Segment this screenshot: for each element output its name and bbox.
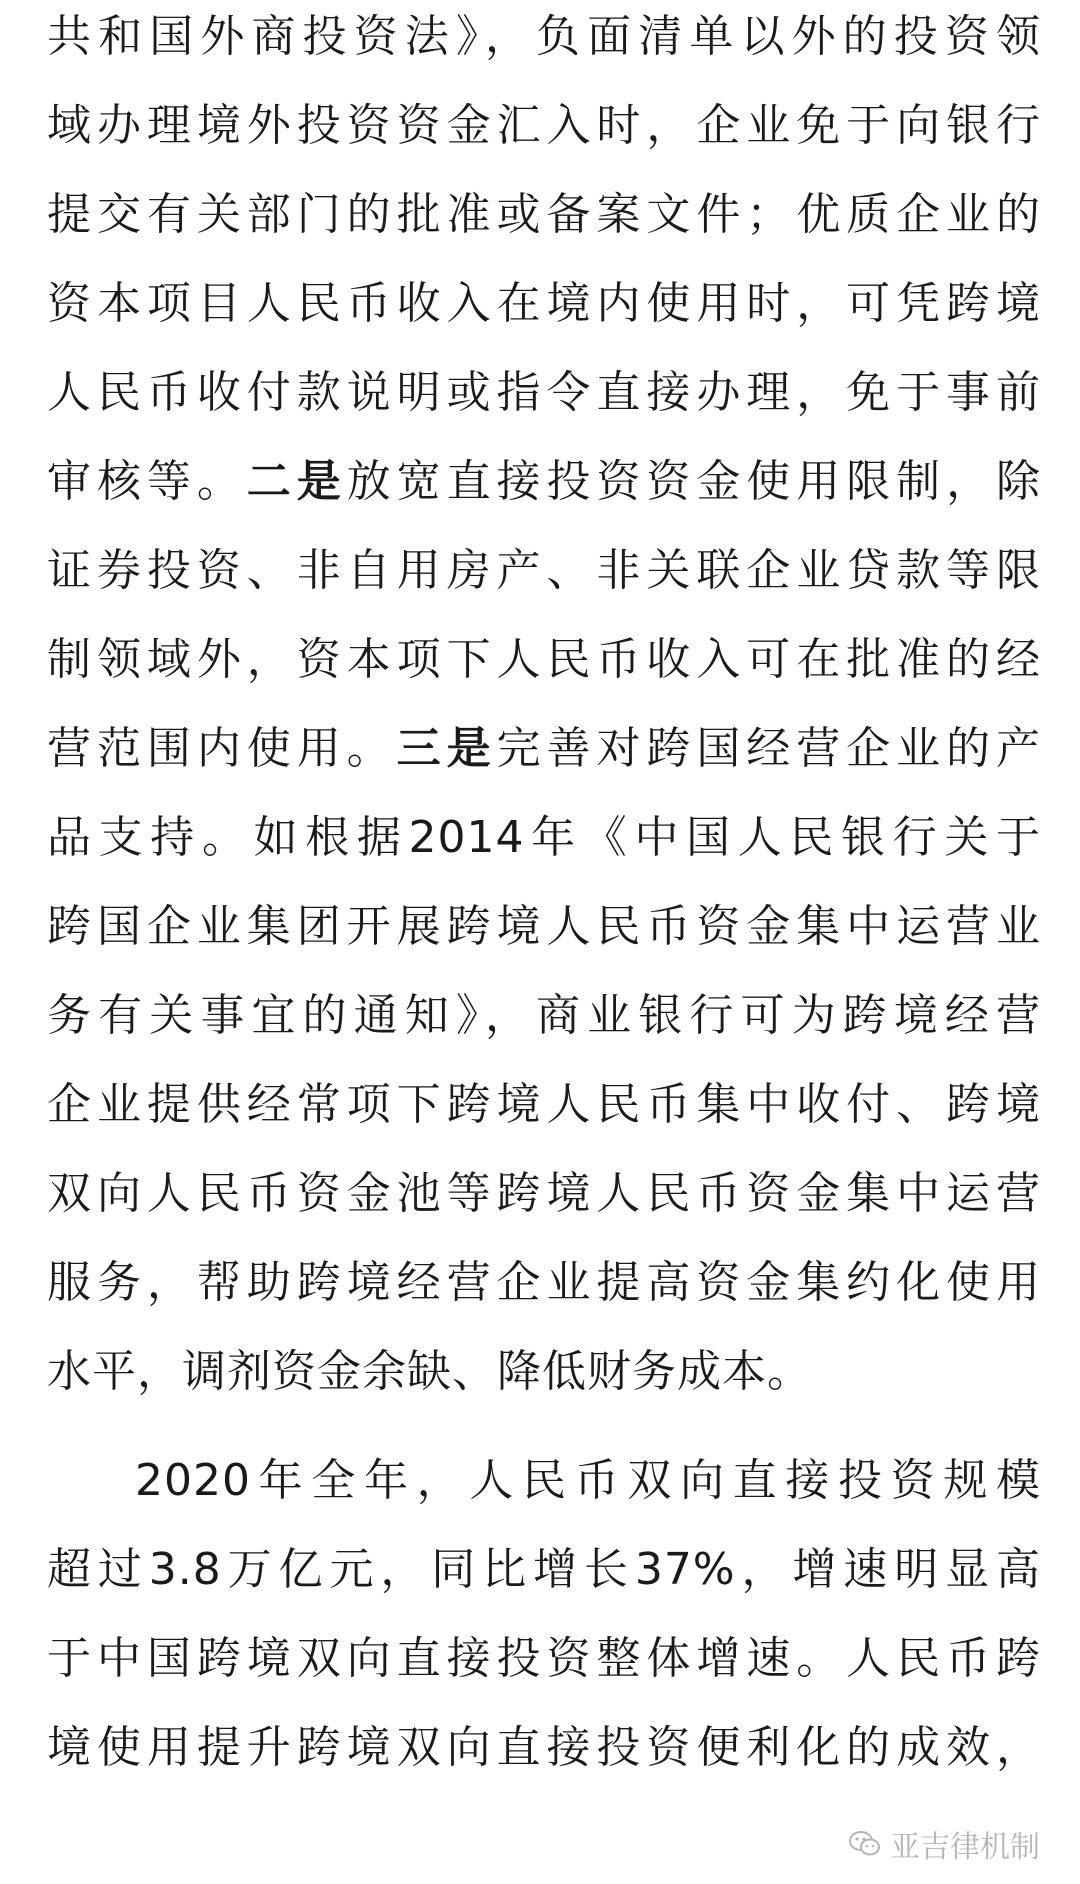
text-span: 营范围内使用。 [47,723,397,774]
article-body [47,0,1041,1792]
text-line: 于中国跨境双向直接投资整体增速。人民币跨 [47,1633,1041,1684]
emphasis-text: 三是 [396,723,497,774]
text-line: 共和国外商投资法》，负面清单以外的投资领 [47,11,1041,62]
text-line: 超过3.8万亿元，同比增长37%，增速明显高 [47,1544,1041,1595]
text-line: 域办理境外投资资金汇入时，企业免于向银行 [47,100,1041,151]
text-line: 双向人民币资金池等跨境人民币资金集中运营 [47,1168,1041,1219]
text-line: 服务，帮助跨境经营企业提高资金集约化使用 [47,1257,1041,1308]
watermark-label: 亚吉律机制 [890,1830,1040,1865]
text-line: 境使用提升跨境双向直接投资便利化的成效， [47,1722,1041,1773]
text-line: 资本项目人民币收入在境内使用时，可凭跨境 [47,278,1041,329]
text-line [47,704,1041,793]
text-line: 提交有关部门的批准或备案文件；优质企业的 [47,189,1041,240]
text-line: 人民币收付款说明或指令直接办理，免于事前 [47,367,1041,418]
text-line: 制领域外，资本项下人民币收入可在批准的经 [47,634,1041,685]
paragraph-gap [47,1416,1041,1436]
wechat-icon [848,1829,882,1859]
text-span: 完善对跨国经营企业的产 [496,723,1042,774]
text-line: 企业提供经常项下跨境人民币集中收付、跨境 [47,1079,1041,1130]
paragraph-1 [47,0,1041,1416]
text-line [47,437,1041,526]
text-line: 2020年全年，人民币双向直接投资规模 [135,1455,1041,1506]
text-line: 跨国企业集团开展跨境人民币资金集中运营业 [47,901,1041,952]
emphasis-text: 二是 [246,456,347,507]
wechat-watermark [844,1820,1044,1868]
paragraph-2 [47,1436,1041,1792]
text-span: 审核等。 [47,456,247,507]
text-line: 水平，调剂资金余缺、降低财务成本。 [47,1346,812,1397]
text-line: 品支持。如根据2014年《中国人民银行关于 [47,812,1041,863]
text-line: 务有关事宜的通知》，商业银行可为跨境经营 [47,990,1041,1041]
text-span: 放宽直接投资资金使用限制，除 [346,456,1042,507]
text-line: 证券投资、非自用房产、非关联企业贷款等限 [47,545,1041,596]
